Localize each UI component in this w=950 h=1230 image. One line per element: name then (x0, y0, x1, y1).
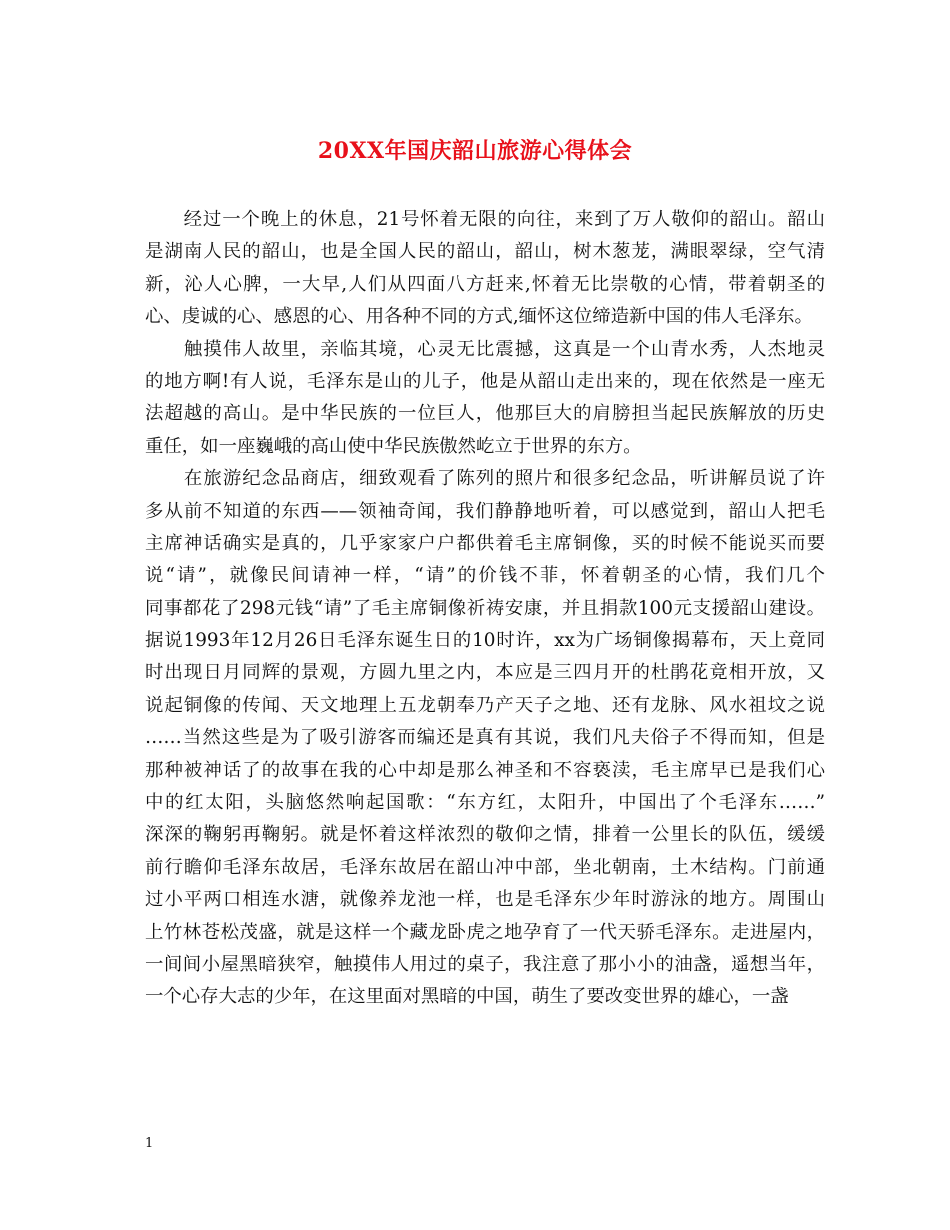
body-line: 深深的鞠躬再鞠躬。就是怀着这样浓烈的敬仰之情，排着一公里长的队伍，缓缓 (145, 824, 825, 846)
body-line: 中的红太阳，头脑悠然响起国歌：“东方红，太阳升，中国出了个毛泽东……” (145, 792, 825, 814)
body-line: 心、虔诚的心、感恩的心、用各种不同的方式,缅怀这位缔造新中国的伟人毛泽东。 (145, 306, 813, 328)
body-line: 说“请”，就像民间请神一样，“请”的价钱不菲，怀着朝圣的心情，我们几个 (145, 565, 825, 587)
body-line: 法超越的高山。是中华民族的一位巨人，他那巨大的肩膀担当起民族解放的历史 (145, 403, 825, 425)
body-line: 多从前不知道的东西——领袖奇闻，我们静静地听着，可以感觉到，韶山人把毛 (145, 500, 825, 522)
body-line: 同事都花了298元钱“请”了毛主席铜像祈祷安康，并且捐款100元支援韶山建设。 (145, 597, 825, 619)
body-line: 过小平两口相连水溏，就像养龙池一样，也是毛泽东少年时游泳的地方。周围山 (145, 889, 825, 911)
body-line: 说起铜像的传闻、天文地理上五龙朝奉乃产天子之地、还有龙脉、风水祖坟之说 (145, 694, 825, 716)
body-line: 一个心存大志的少年，在这里面对黑暗的中国，萌生了要改变世界的雄心，一盏 (145, 986, 789, 1008)
body-line: 触摸伟人故里，亲临其境，心灵无比震撼，这真是一个山青水秀，人杰地灵 (145, 338, 825, 360)
body-line: 在旅游纪念品商店，细致观看了陈列的照片和很多纪念品，听讲解员说了许 (145, 468, 825, 490)
document-title: 20XX年国庆韶山旅游心得体会 (317, 138, 633, 164)
body-line: 前行瞻仰毛泽东故居，毛泽东故居在韶山冲中部，坐北朝南，土木结构。门前通 (145, 856, 825, 878)
body-line: 主席神话确实是真的，几乎家家户户都供着毛主席铜像，买的时候不能说买而要 (145, 532, 825, 554)
body-line: 重任，如一座巍峨的高山使中华民族傲然屹立于世界的东方。 (145, 435, 642, 457)
body-line: 的地方啊!有人说，毛泽东是山的儿子，他是从韶山走出来的，现在依然是一座无 (145, 370, 825, 392)
body-line: 新，沁人心脾，一大早,人们从四面八方赶来,怀着无比崇敬的心情，带着朝圣的 (145, 273, 825, 295)
body-line: 据说1993年12月26日毛泽东诞生日的10时许，xx为广场铜像揭幕布，天上竟同 (145, 630, 825, 652)
body-line: 是湖南人民的韶山，也是全国人民的韶山，韶山，树木葱茏，满眼翠绿，空气清 (145, 241, 825, 263)
body-line: 上竹林苍松茂盛，就是这样一个藏龙卧虎之地孕育了一代天骄毛泽东。走进屋内， (145, 921, 825, 943)
document-body (145, 204, 825, 1014)
body-line: ……当然这些是为了吸引游客而编还是真有其说，我们凡夫俗子不得而知，但是 (145, 727, 825, 749)
body-line: 时出现日月同辉的景观，方圆九里之内，本应是三四月开的杜鹃花竟相开放，又 (145, 662, 825, 684)
body-line: 一间间小屋黑暗狭窄，触摸伟人用过的桌子，我注意了那小小的油盏，遥想当年， (145, 953, 825, 975)
body-line: 经过一个晚上的休息，21号怀着无限的向往，来到了万人敬仰的韶山。韶山 (145, 209, 825, 230)
page-number: 1 (145, 1136, 154, 1151)
body-line: 那种被神话了的故事在我的心中却是那么神圣和不容亵渎，毛主席早已是我们心 (145, 759, 825, 781)
